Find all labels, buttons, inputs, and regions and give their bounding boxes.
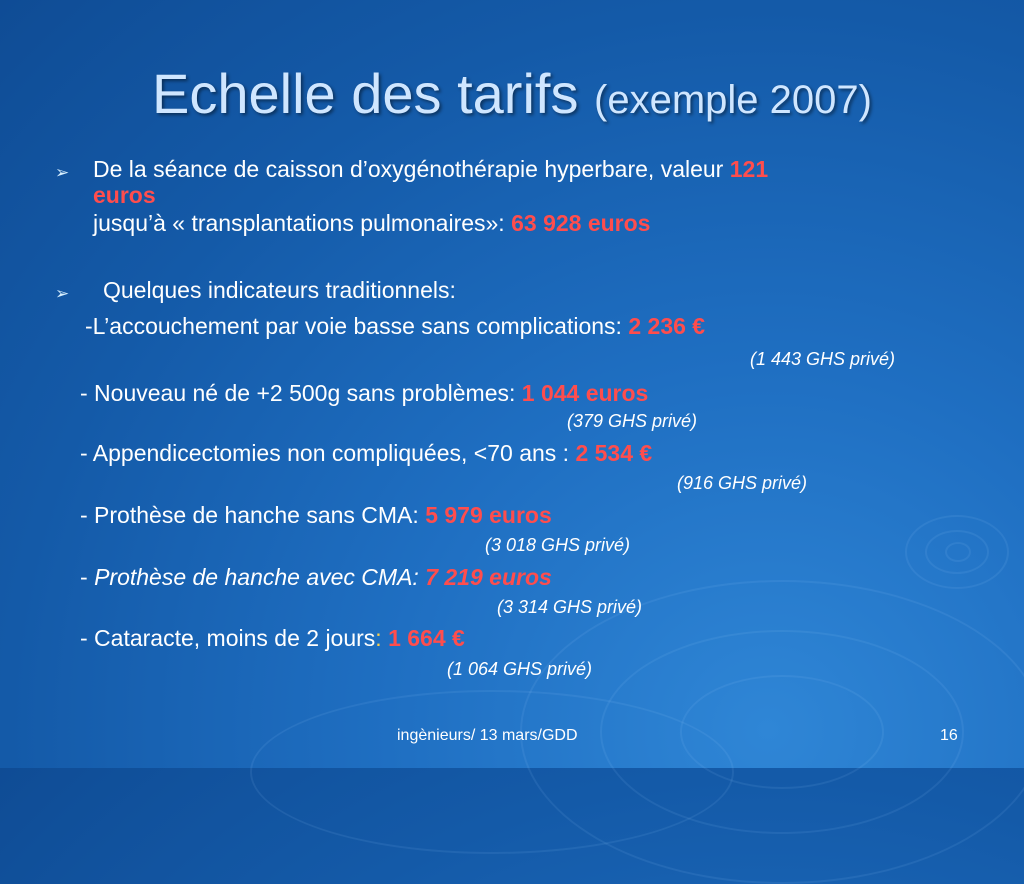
item-appendicectomies: - Appendicectomies non compliquées, <70 ans : 2 534 € [80,440,653,466]
item-nouveau-ne-ghs: (379 GHS privé) [567,411,698,431]
item-prothese-sans-cma: - Prothèse de hanche sans CMA: 5 979 euros [80,502,552,528]
item-cataracte: - Cataracte, moins de 2 jours: 1 664 € [80,625,465,651]
item-accouchement-ghs: (1 443 GHS privé) [750,349,896,369]
footer-text: ingènieurs/ 13 mars/GDD [397,727,578,744]
arrow-bullet-icon: ➢ [55,163,70,182]
item-cataracte-ghs: (1 064 GHS privé) [447,659,593,679]
b1-value-b: euros [93,182,156,208]
title-main: Echelle des tarifs [152,62,579,125]
arrow-bullet-icon: ➢ [55,284,70,303]
b2-heading: Quelques indicateurs traditionnels: [103,277,456,303]
item-nouveau-ne: - Nouveau né de +2 500g sans problèmes: 1 044 euros [80,380,649,406]
b1-line2-value: 63 928 euros [511,210,651,236]
item-accouchement: -L’accouchement par voie basse sans complications: 2 236 € [85,313,706,339]
b1-line2: jusqu’à « transplantations pulmonaires»: 63 928 euros [93,210,651,236]
item-prothese-avec-cma: - Prothèse de hanche avec CMA: 7 219 euros [80,564,552,590]
slide-title [0,62,1024,132]
page-number: 16 [940,727,958,744]
item-prothese-sans-cma-ghs: (3 018 GHS privé) [485,535,631,555]
title-sub: (exemple 2007) [594,78,872,122]
item-prothese-avec-cma-ghs: (3 314 GHS privé) [497,597,643,617]
b1-line1-cont [93,182,156,208]
b1-value-a: 121 [729,156,769,182]
item-appendicectomies-ghs: (916 GHS privé) [677,473,808,493]
b1-line1: De la séance de caisson d’oxygénothérapie hyperbare, valeur 121 [93,156,769,182]
